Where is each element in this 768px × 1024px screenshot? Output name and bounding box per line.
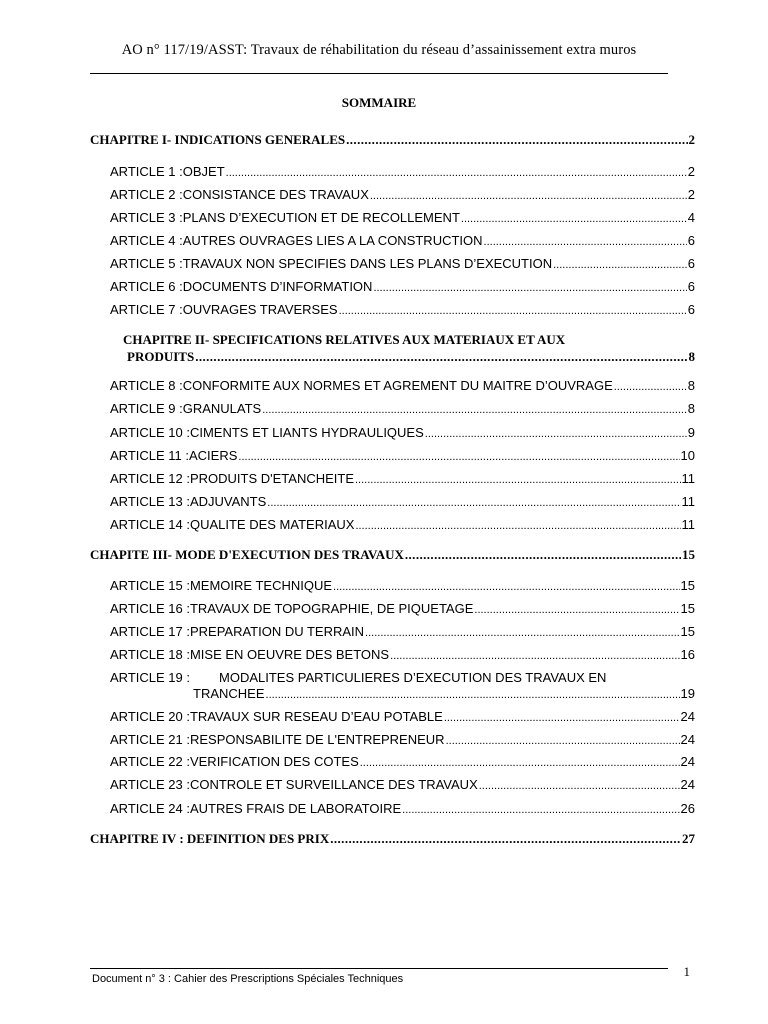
article-title: CONFORMITE AUX NORMES ET AGREMENT DU MAITRE D’OUVRAGE: [182, 378, 613, 393]
article-title: AUTRES FRAIS DE LABORATOIRE: [189, 801, 402, 816]
chapter-page: 27: [682, 831, 695, 846]
article-page: 16: [680, 647, 695, 662]
article-page: 15: [680, 601, 695, 616]
article-number: ARTICLE 11 :: [110, 448, 189, 463]
article-page: 26: [680, 801, 695, 816]
article-number: ARTICLE 1 :: [110, 164, 183, 179]
toc-article-18[interactable]: [110, 647, 695, 662]
article-number: ARTICLE 23 :: [110, 777, 190, 792]
article-page: 10: [680, 448, 695, 463]
article-title: MODALITES PARTICULIERES D’EXECUTION DES TRAVAUX EN: [219, 670, 607, 685]
article-page: 6: [687, 279, 695, 294]
article-number: ARTICLE 7 :: [110, 302, 183, 317]
article-number: ARTICLE 18 :: [110, 647, 190, 662]
article-title: AUTRES OUVRAGES LIES A LA CONSTRUCTION: [182, 233, 483, 248]
toc-article-19-line1[interactable]: [110, 670, 695, 685]
article-number: ARTICLE 9 :: [110, 401, 183, 416]
article-title: ADJUVANTS: [189, 494, 267, 509]
toc-article-2[interactable]: [110, 187, 695, 202]
article-number: ARTICLE 21 :: [110, 732, 190, 747]
dot-leader: [226, 164, 687, 179]
article-number: ARTICLE 16 :: [110, 601, 190, 616]
dot-leader: [339, 302, 687, 317]
article-number: ARTICLE 5 :: [110, 256, 183, 271]
dot-leader: [446, 732, 680, 747]
article-number: ARTICLE 19 :: [110, 670, 190, 685]
article-title: VERIFICATION DES COTES: [189, 754, 359, 769]
article-page: 6: [687, 302, 695, 317]
dot-leader: [390, 647, 679, 662]
toc-article-6[interactable]: [110, 279, 695, 294]
toc-article-14[interactable]: [110, 517, 695, 532]
toc-article-16[interactable]: [110, 601, 695, 616]
chapter-page: 8: [688, 349, 695, 364]
article-number: ARTICLE 24 :: [110, 801, 190, 816]
dot-leader: [373, 279, 686, 294]
dot-leader: [474, 601, 679, 616]
article-title: PREPARATION DU TERRAIN: [189, 624, 365, 639]
toc-article-3[interactable]: [110, 210, 695, 225]
article-title: RESPONSABILITE DE L'ENTREPRENEUR: [189, 732, 445, 747]
article-page: 6: [687, 256, 695, 271]
article-page: 11: [681, 471, 695, 486]
toc-article-20[interactable]: [110, 709, 695, 724]
article-title: PLANS D’EXECUTION ET DE RECOLLEMENT: [182, 210, 460, 225]
article-page: 15: [680, 624, 695, 639]
article-page: 2: [687, 164, 695, 179]
article-number: ARTICLE 3 :: [110, 210, 183, 225]
article-title: MISE EN OEUVRE DES BETONS: [189, 647, 390, 662]
toc-article-5[interactable]: [110, 256, 695, 271]
dot-leader: [333, 578, 680, 593]
article-title: OBJET: [182, 164, 225, 179]
toc-title: SOMMAIRE: [341, 95, 417, 110]
chapter-label-continued: PRODUITS: [127, 349, 195, 364]
article-title: MEMOIRE TECHNIQUE: [189, 578, 333, 593]
article-number: ARTICLE 17 :: [110, 624, 190, 639]
page-number: 1: [683, 964, 690, 979]
chapter-label: CHAPITRE I- INDICATIONS GENERALES: [90, 132, 346, 147]
article-page: 11: [681, 517, 695, 532]
article-title: CONTROLE ET SURVEILLANCE DES TRAVAUX: [189, 777, 478, 792]
dot-leader: [360, 754, 680, 769]
dot-leader: [365, 624, 679, 639]
toc-article-19-line2[interactable]: [193, 686, 695, 701]
article-title-continued: TRANCHEE: [193, 686, 265, 701]
toc-article-12[interactable]: [110, 471, 695, 486]
dot-leader: [484, 233, 687, 248]
toc-chapter-4[interactable]: [90, 831, 695, 847]
toc-article-23[interactable]: [110, 777, 695, 792]
dot-leader: [461, 210, 687, 225]
toc-chapter-2-line1[interactable]: [123, 332, 683, 348]
article-page: 24: [680, 777, 695, 792]
article-title: QUALITE DES MATERIAUX: [189, 517, 355, 532]
toc-article-22[interactable]: [110, 754, 695, 769]
dot-leader: [262, 401, 687, 416]
article-page: 9: [687, 425, 695, 440]
chapter-page: 2: [688, 132, 695, 147]
toc-chapter-3[interactable]: [90, 547, 695, 563]
article-number: ARTICLE 12 :: [110, 471, 190, 486]
chapter-label: CHAPITRE II- SPECIFICATIONS RELATIVES AUX MATERIAUX ET AUX: [123, 332, 566, 347]
article-title: OUVRAGES TRAVERSES: [182, 302, 338, 317]
toc-article-17[interactable]: [110, 624, 695, 639]
article-title: GRANULATS: [182, 401, 262, 416]
article-title: TRAVAUX NON SPECIFIES DANS LES PLANS D’EXECUTION: [182, 256, 553, 271]
dot-leader: [330, 831, 681, 847]
chapter-label: CHAPITE III- MODE D'EXECUTION DES TRAVAUX: [90, 547, 404, 562]
toc-article-21[interactable]: [110, 732, 695, 747]
toc-article-10[interactable]: [110, 425, 695, 440]
article-number: ARTICLE 14 :: [110, 517, 190, 532]
article-number: ARTICLE 10 :: [110, 425, 190, 440]
article-number: ARTICLE 20 :: [110, 709, 190, 724]
article-page: 15: [680, 578, 695, 593]
article-number: ARTICLE 15 :: [110, 578, 190, 593]
toc-chapter-2-line2[interactable]: [127, 349, 695, 365]
article-page: 24: [680, 732, 695, 747]
chapter-page: 15: [682, 547, 695, 562]
page-header: AO n° 117/19/ASST: Travaux de réhabilitation du réseau d’assainissement extra muros: [121, 42, 637, 58]
article-page: 6: [687, 233, 695, 248]
toc-article-9[interactable]: [110, 401, 695, 416]
article-title: ACIERS: [189, 448, 238, 463]
dot-leader: [425, 425, 687, 440]
article-title: CIMENTS ET LIANTS HYDRAULIQUES: [189, 425, 424, 440]
page-footer: Document n° 3 : Cahier des Prescriptions Spéciales Techniques: [92, 973, 404, 985]
dot-leader: [355, 517, 680, 532]
dot-leader: [266, 686, 680, 701]
article-page: 24: [680, 754, 695, 769]
toc-article-1[interactable]: [110, 164, 695, 179]
dot-leader: [553, 256, 687, 271]
article-page: 2: [687, 187, 695, 202]
toc-article-15[interactable]: [110, 578, 695, 593]
dot-leader: [405, 547, 681, 563]
dot-leader: [238, 448, 679, 463]
toc-chapter-1[interactable]: [90, 132, 695, 148]
article-number: ARTICLE 6 :: [110, 279, 183, 294]
dot-leader: [444, 709, 680, 724]
footer-divider: [90, 968, 668, 969]
dot-leader: [195, 349, 687, 365]
dot-leader: [370, 187, 687, 202]
article-title: PRODUITS D'ETANCHEITE: [189, 471, 354, 486]
article-page: 24: [680, 709, 695, 724]
header-divider: [90, 73, 668, 74]
toc-article-13[interactable]: [110, 494, 695, 509]
chapter-label: CHAPITRE IV : DEFINITION DES PRIX: [90, 831, 330, 846]
dot-leader: [355, 471, 681, 486]
article-number: ARTICLE 22 :: [110, 754, 190, 769]
toc-article-4[interactable]: [110, 233, 695, 248]
dot-leader: [346, 132, 687, 148]
dot-leader: [267, 494, 680, 509]
article-title: TRAVAUX DE TOPOGRAPHIE, DE PIQUETAGE: [189, 601, 474, 616]
toc-article-11[interactable]: [110, 448, 695, 463]
toc-article-8[interactable]: [110, 378, 695, 393]
article-page: 8: [687, 378, 695, 393]
article-number: ARTICLE 8 :: [110, 378, 183, 393]
article-number: ARTICLE 13 :: [110, 494, 190, 509]
article-title: TRAVAUX SUR RESEAU D’EAU POTABLE: [189, 709, 443, 724]
dot-leader: [479, 777, 680, 792]
toc-article-7[interactable]: [110, 302, 695, 317]
article-title: DOCUMENTS D’INFORMATION: [182, 279, 373, 294]
dot-leader: [614, 378, 687, 393]
article-title: CONSISTANCE DES TRAVAUX: [182, 187, 369, 202]
dot-leader: [402, 801, 679, 816]
article-number: ARTICLE 4 :: [110, 233, 183, 248]
article-page: 4: [687, 210, 695, 225]
article-page: 19: [680, 686, 695, 701]
article-number: ARTICLE 2 :: [110, 187, 183, 202]
toc-article-24[interactable]: [110, 801, 695, 816]
article-page: 8: [687, 401, 695, 416]
article-page: 11: [681, 494, 695, 509]
